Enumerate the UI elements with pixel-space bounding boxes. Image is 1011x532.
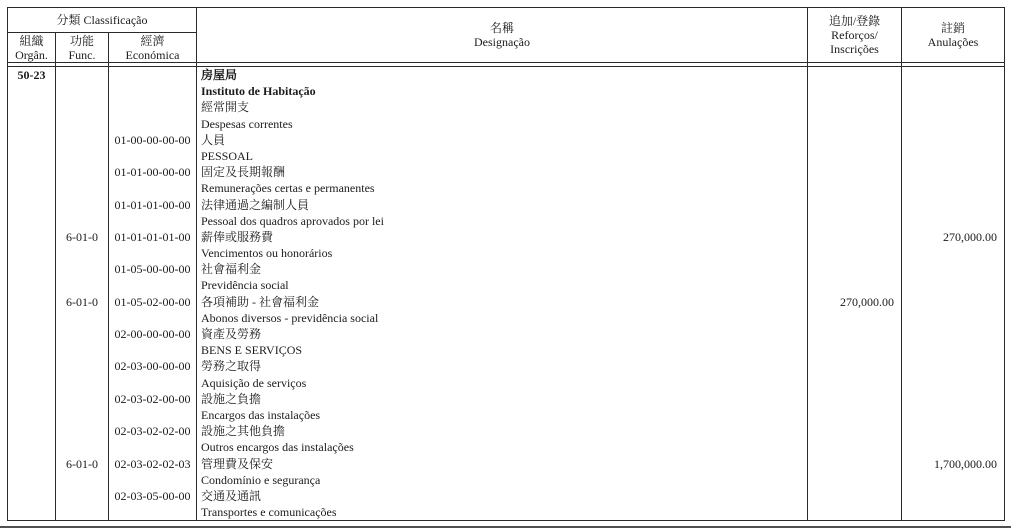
reforcos-value	[808, 277, 902, 293]
econ-code: 02-03-00-00-00	[109, 358, 197, 374]
reforcos-value	[808, 439, 902, 455]
anulacoes-value	[902, 99, 1004, 115]
func-code	[56, 116, 109, 132]
designation-text: 房屋局	[197, 67, 808, 83]
designation-text: Outros encargos das instalações	[197, 439, 808, 455]
anulacoes-value	[902, 439, 1004, 455]
header-func-pt: Func.	[68, 47, 96, 62]
reforcos-value	[808, 423, 902, 439]
organ-code	[8, 342, 56, 358]
header-organ-pt: Orgân.	[15, 47, 48, 62]
reforcos-value	[808, 180, 902, 196]
func-code	[56, 277, 109, 293]
designation-text: Transportes e comunicações	[197, 504, 808, 520]
anulacoes-value	[902, 358, 1004, 374]
anulacoes-value	[902, 245, 1004, 261]
header-reforcos	[808, 8, 902, 63]
designation-text: Pessoal dos quadros aprovados por lei	[197, 213, 808, 229]
func-code	[56, 261, 109, 277]
header-organ-column	[8, 33, 56, 63]
organ-code	[8, 197, 56, 213]
econ-code: 01-01-00-00-00	[109, 164, 197, 180]
anulacoes-value	[902, 213, 1004, 229]
anulacoes-value	[902, 391, 1004, 407]
reforcos-value	[808, 116, 902, 132]
organ-code	[8, 375, 56, 391]
econ-code: 02-03-02-02-00	[109, 423, 197, 439]
func-code	[56, 213, 109, 229]
organ-code	[8, 99, 56, 115]
anulacoes-value	[902, 310, 1004, 326]
anulacoes-value	[902, 326, 1004, 342]
econ-code: 01-05-00-00-00	[109, 261, 197, 277]
designation-text: 經常開支	[197, 99, 808, 115]
designation-text: Vencimentos ou honorários	[197, 245, 808, 261]
econ-code	[109, 99, 197, 115]
organ-code	[8, 148, 56, 164]
reforcos-value	[808, 504, 902, 520]
designation-text: 社會福利金	[197, 261, 808, 277]
func-code	[56, 197, 109, 213]
organ-code	[8, 472, 56, 488]
designation-text: 資產及勞務	[197, 326, 808, 342]
organ-code	[8, 504, 56, 520]
header-reforcos-pt2: Inscrições	[830, 42, 879, 56]
reforcos-value	[808, 488, 902, 504]
func-code	[56, 342, 109, 358]
func-code: 6-01-0	[56, 456, 109, 472]
func-code	[56, 164, 109, 180]
func-code: 6-01-0	[56, 229, 109, 245]
func-code	[56, 439, 109, 455]
econ-code: 01-05-02-00-00	[109, 294, 197, 310]
reforcos-value	[808, 164, 902, 180]
econ-code: 02-03-05-00-00	[109, 488, 197, 504]
designation-text: 法律通過之編制人員	[197, 197, 808, 213]
reforcos-value	[808, 310, 902, 326]
organ-code: 50-23	[8, 67, 56, 83]
header-func-column	[56, 33, 109, 63]
designation-text: Previdência social	[197, 277, 808, 293]
organ-code	[8, 326, 56, 342]
organ-code	[8, 245, 56, 261]
reforcos-value	[808, 375, 902, 391]
func-code	[56, 358, 109, 374]
organ-code	[8, 132, 56, 148]
anulacoes-value	[902, 375, 1004, 391]
organ-code	[8, 213, 56, 229]
anulacoes-value	[902, 277, 1004, 293]
organ-code	[8, 229, 56, 245]
anulacoes-value	[902, 132, 1004, 148]
organ-code	[8, 180, 56, 196]
func-code	[56, 132, 109, 148]
anulacoes-value	[902, 294, 1004, 310]
organ-code	[8, 294, 56, 310]
designation-text: BENS E SERVIÇOS	[197, 342, 808, 358]
designation-text: Despesas correntes	[197, 116, 808, 132]
reforcos-value	[808, 407, 902, 423]
func-code	[56, 67, 109, 83]
func-code	[56, 245, 109, 261]
anulacoes-value	[902, 504, 1004, 520]
econ-code	[109, 116, 197, 132]
func-code	[56, 326, 109, 342]
anulacoes-value	[902, 472, 1004, 488]
reforcos-value	[808, 472, 902, 488]
designation-text: Abonos diversos - previdência social	[197, 310, 808, 326]
reforcos-value	[808, 261, 902, 277]
header-func-zh: 功能	[69, 33, 94, 48]
reforcos-value	[808, 342, 902, 358]
anulacoes-value	[902, 261, 1004, 277]
econ-code: 02-03-02-02-03	[109, 456, 197, 472]
reforcos-value	[808, 391, 902, 407]
budget-table	[7, 7, 1005, 521]
econ-code	[109, 83, 197, 99]
econ-code	[109, 67, 197, 83]
designation-text: PESSOAL	[197, 148, 808, 164]
organ-code	[8, 116, 56, 132]
designation-text: 固定及長期報酬	[197, 164, 808, 180]
organ-code	[8, 391, 56, 407]
econ-code: 01-01-01-01-00	[109, 229, 197, 245]
reforcos-value	[808, 83, 902, 99]
econ-code	[109, 277, 197, 293]
reforcos-value	[808, 358, 902, 374]
reforcos-value	[808, 213, 902, 229]
reforcos-value	[808, 148, 902, 164]
func-code	[56, 180, 109, 196]
designation-text: 薪俸或服務費	[197, 229, 808, 245]
anulacoes-value: 270,000.00	[943, 229, 997, 244]
reforcos-value	[808, 132, 902, 148]
designation-text: 設施之負擔	[197, 391, 808, 407]
header-reforcos-pt1: Reforços/	[831, 28, 878, 42]
econ-code	[109, 504, 197, 520]
anulacoes-value	[902, 83, 1004, 99]
anulacoes-value	[902, 423, 1004, 439]
func-code	[56, 407, 109, 423]
reforcos-value	[808, 229, 902, 245]
anulacoes-value	[902, 407, 1004, 423]
reforcos-value	[808, 326, 902, 342]
anulacoes-value	[902, 488, 1004, 504]
designation-text: 設施之其他負擔	[197, 423, 808, 439]
header-econ-pt: Económica	[125, 47, 180, 62]
anulacoes-value	[902, 164, 1004, 180]
econ-code: 01-00-00-00-00	[109, 132, 197, 148]
func-code: 6-01-0	[56, 294, 109, 310]
econ-code: 02-00-00-00-00	[109, 326, 197, 342]
anulacoes-value	[902, 342, 1004, 358]
designation-text: Encargos das instalações	[197, 407, 808, 423]
header-econ-column	[109, 33, 197, 63]
reforcos-value	[808, 456, 902, 472]
econ-code: 02-03-02-00-00	[109, 391, 197, 407]
organ-code	[8, 277, 56, 293]
organ-code	[8, 488, 56, 504]
header-designation-zh: 名稱	[489, 21, 514, 35]
econ-code	[109, 213, 197, 229]
designation-text: 交通及通訊	[197, 488, 808, 504]
header-reforcos-zh: 追加/登錄	[828, 14, 881, 28]
reforcos-value	[808, 197, 902, 213]
econ-code	[109, 245, 197, 261]
designation-text: Remunerações certas e permanentes	[197, 180, 808, 196]
organ-code	[8, 261, 56, 277]
header-classification-group	[8, 8, 197, 33]
organ-code	[8, 164, 56, 180]
econ-code	[109, 180, 197, 196]
header-anulacoes	[902, 8, 1004, 63]
func-code	[56, 504, 109, 520]
designation-text: Condomínio e segurança	[197, 472, 808, 488]
reforcos-value	[808, 245, 902, 261]
func-code	[56, 310, 109, 326]
func-code	[56, 391, 109, 407]
econ-code: 01-01-01-00-00	[109, 197, 197, 213]
reforcos-value: 270,000.00	[808, 294, 902, 310]
designation-text: 勞務之取得	[197, 358, 808, 374]
anulacoes-value	[902, 67, 1004, 83]
econ-code	[109, 375, 197, 391]
econ-code	[109, 439, 197, 455]
designation-text: Aquisição de serviços	[197, 375, 808, 391]
organ-code	[8, 83, 56, 99]
header-designation-pt: Designação	[474, 35, 530, 49]
header-anulacoes-zh: 註銷	[940, 21, 965, 35]
anulacoes-value	[902, 116, 1004, 132]
econ-code	[109, 407, 197, 423]
func-code	[56, 99, 109, 115]
header-classification-label: 分類 Classificação	[56, 13, 148, 27]
organ-code	[8, 439, 56, 455]
header-organ-zh: 組織	[19, 33, 44, 48]
reforcos-value	[808, 67, 902, 83]
reforcos-value	[808, 99, 902, 115]
anulacoes-value	[902, 180, 1004, 196]
func-code	[56, 423, 109, 439]
organ-code	[8, 358, 56, 374]
anulacoes-value	[902, 148, 1004, 164]
designation-text: 人員	[197, 132, 808, 148]
func-code	[56, 148, 109, 164]
func-code	[56, 488, 109, 504]
func-code	[56, 83, 109, 99]
econ-code	[109, 342, 197, 358]
anulacoes-value: 1,700,000.00	[934, 456, 997, 471]
organ-code	[8, 407, 56, 423]
organ-code	[8, 310, 56, 326]
organ-code	[8, 456, 56, 472]
anulacoes-value	[902, 197, 1004, 213]
organ-code	[8, 423, 56, 439]
designation-text: 各項補助 - 社會福利金	[197, 294, 808, 310]
econ-code	[109, 148, 197, 164]
designation-text: Instituto de Habitação	[197, 83, 808, 99]
econ-code	[109, 310, 197, 326]
designation-text: 管理費及保安	[197, 456, 808, 472]
header-econ-zh: 經濟	[140, 33, 165, 48]
func-code	[56, 472, 109, 488]
func-code	[56, 375, 109, 391]
header-designation	[197, 8, 808, 63]
page-bottom-rule	[0, 526, 1011, 528]
econ-code	[109, 472, 197, 488]
header-anulacoes-pt: Anulações	[927, 35, 979, 49]
